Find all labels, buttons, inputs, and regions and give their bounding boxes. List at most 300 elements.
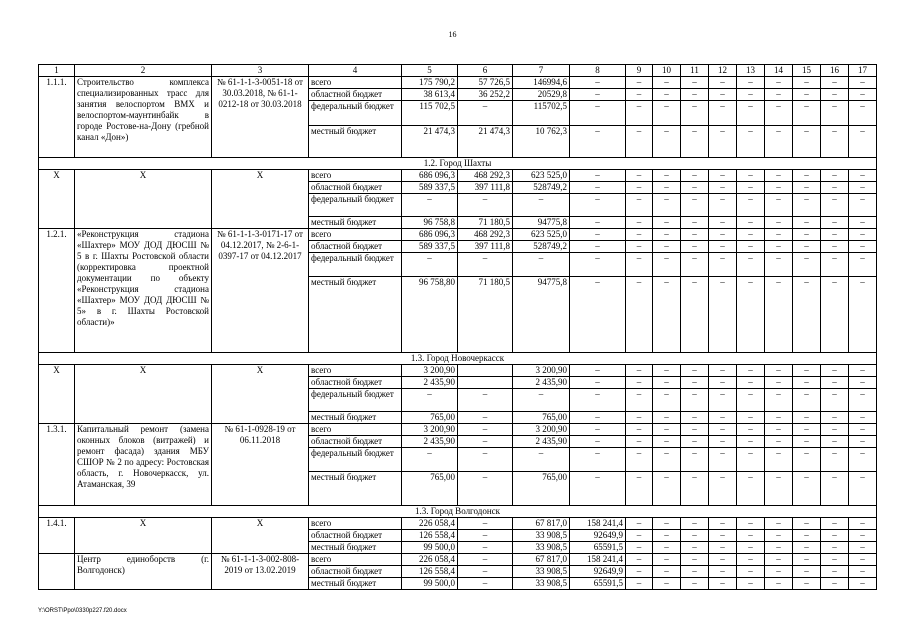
dash-cell: – (737, 554, 765, 566)
dash-cell: – (626, 170, 653, 182)
amount-cell: – (513, 253, 570, 277)
dash-cell: – (821, 530, 849, 542)
dash-cell: – (821, 241, 849, 253)
amount-cell: – (458, 424, 513, 436)
dash-cell: – (709, 170, 737, 182)
dash-cell: – (737, 412, 765, 424)
dash-cell: – (709, 424, 737, 436)
dash-cell: – (821, 277, 849, 353)
amount-cell: – (458, 518, 513, 530)
dash-cell: – (821, 170, 849, 182)
dash-cell: – (765, 424, 793, 436)
dash-cell: – (681, 253, 709, 277)
col-header: 11 (681, 65, 709, 77)
dash-cell: – (849, 277, 877, 353)
budget-source-cell: местный бюджет (309, 277, 402, 353)
dash-cell: – (626, 77, 653, 89)
dash-cell: – (849, 253, 877, 277)
budget-source-cell: всего (309, 77, 402, 89)
dash-cell: – (681, 436, 709, 448)
col-header: 10 (653, 65, 681, 77)
dash-cell: – (821, 182, 849, 194)
dash-cell: – (681, 170, 709, 182)
dash-cell: – (793, 424, 821, 436)
dash-cell: – (737, 253, 765, 277)
dash-cell: – (681, 530, 709, 542)
amount-cell: 94775,8 (513, 277, 570, 353)
dash-cell: – (765, 472, 793, 506)
col-header: 7 (513, 65, 570, 77)
amount-cell: 36 252,2 (458, 89, 513, 101)
dash-cell: – (821, 365, 849, 377)
budget-source-cell: всего (309, 170, 402, 182)
dash-cell: – (709, 277, 737, 353)
amount-cell: 10 762,3 (513, 126, 570, 158)
dash-cell: – (681, 277, 709, 353)
expertise-doc-cell: Х (212, 518, 309, 554)
dash-cell: – (681, 182, 709, 194)
dash-cell: – (849, 182, 877, 194)
dash-cell: – (626, 182, 653, 194)
dash-cell: – (653, 77, 681, 89)
amount-cell: – (513, 194, 570, 217)
dash-cell: – (570, 126, 626, 158)
dash-cell: – (765, 554, 793, 566)
budget-source-cell: федеральный бюджет (309, 194, 402, 217)
dash-cell: – (821, 448, 849, 472)
amount-cell: 765,00 (513, 412, 570, 424)
budget-source-cell: областной бюджет (309, 89, 402, 101)
dash-cell: – (821, 566, 849, 578)
dash-cell: – (681, 554, 709, 566)
amount-cell: 686 096,3 (402, 229, 458, 241)
amount-cell: – (458, 578, 513, 590)
dash-cell: – (653, 217, 681, 229)
amount-cell: 623 525,0 (513, 170, 570, 182)
budget-source-cell: областной бюджет (309, 241, 402, 253)
amount-cell: 765,00 (402, 412, 458, 424)
budget-source-cell: местный бюджет (309, 412, 402, 424)
dash-cell: – (765, 126, 793, 158)
expertise-doc-cell: № 61-1-1-3-0171-17 от 04.12.2017, № 2-6-1-0397-17 от 04.12.2017 (212, 229, 309, 353)
dash-cell: – (626, 229, 653, 241)
dash-cell: – (765, 377, 793, 389)
table-row (39, 554, 877, 566)
dash-cell: – (570, 101, 626, 126)
dash-cell: – (626, 566, 653, 578)
budget-source-cell: областной бюджет (309, 182, 402, 194)
dash-cell: – (849, 126, 877, 158)
dash-cell: – (626, 194, 653, 217)
dash-cell: – (821, 194, 849, 217)
dash-cell: – (793, 365, 821, 377)
dash-cell: – (653, 542, 681, 554)
dash-cell: – (793, 472, 821, 506)
dash-cell: – (626, 448, 653, 472)
amount-cell: – (458, 448, 513, 472)
dash-cell: – (626, 578, 653, 590)
col-header: 5 (402, 65, 458, 77)
dash-cell: – (849, 436, 877, 448)
dash-cell: – (570, 217, 626, 229)
amount-cell: 33 908,5 (513, 530, 570, 542)
dash-cell: – (709, 578, 737, 590)
dash-cell: – (570, 182, 626, 194)
dash-cell: – (681, 412, 709, 424)
dash-cell: – (626, 377, 653, 389)
object-name-cell: Х (75, 518, 212, 554)
dash-cell: – (793, 530, 821, 542)
budget-source-cell: федеральный бюджет (309, 389, 402, 412)
dash-cell: – (709, 217, 737, 229)
budget-source-cell: федеральный бюджет (309, 101, 402, 126)
dash-cell: – (570, 365, 626, 377)
dash-cell: – (765, 389, 793, 412)
dash-cell: – (626, 554, 653, 566)
dash-cell: – (626, 126, 653, 158)
amount-cell: – (402, 194, 458, 217)
dash-cell: – (653, 365, 681, 377)
dash-cell: – (653, 241, 681, 253)
amount-cell: 528749,2 (513, 241, 570, 253)
dash-cell: – (681, 518, 709, 530)
section-title: 1.3. Город Новочеркасск (39, 353, 877, 365)
row-number-cell: 1.1.1. (39, 77, 75, 158)
amount-cell: 92649,9 (570, 566, 626, 578)
dash-cell: – (681, 89, 709, 101)
amount-cell (458, 365, 513, 377)
amount-cell: 3 200,90 (402, 365, 458, 377)
table-row (39, 518, 877, 530)
amount-cell: – (458, 542, 513, 554)
dash-cell: – (737, 77, 765, 89)
col-header: 15 (793, 65, 821, 77)
amount-cell: 686 096,3 (402, 170, 458, 182)
dash-cell: – (653, 530, 681, 542)
dash-cell: – (765, 241, 793, 253)
expertise-doc-cell: Х (212, 365, 309, 424)
expertise-doc-cell: № 61-1-1-3-002-808-2019 от 13.02.2019 (212, 554, 309, 590)
dash-cell: – (709, 472, 737, 506)
dash-cell: – (821, 518, 849, 530)
col-header: 13 (737, 65, 765, 77)
amount-cell: – (458, 530, 513, 542)
amount-cell: 115 702,5 (402, 101, 458, 126)
col-header: 14 (765, 65, 793, 77)
col-header: 17 (849, 65, 877, 77)
amount-cell: 226 058,4 (402, 554, 458, 566)
dash-cell: – (737, 530, 765, 542)
amount-cell: 468 292,3 (458, 229, 513, 241)
row-number-cell: 1.4.1. (39, 518, 75, 554)
dash-cell: – (821, 472, 849, 506)
dash-cell: – (821, 101, 849, 126)
dash-cell: – (849, 377, 877, 389)
amount-cell: 765,00 (513, 472, 570, 506)
amount-cell: 589 337,5 (402, 182, 458, 194)
dash-cell: – (737, 424, 765, 436)
table-row (39, 229, 877, 241)
dash-cell: – (821, 436, 849, 448)
object-name-cell: Строительство комплекса специализированных трасс для занятия велоспортом ВМХ и велоспортом-маунтинбайк в городе Ростове-на-Дону (гребной канал «Дон») (75, 77, 212, 158)
col-header: 3 (212, 65, 309, 77)
amount-cell: – (402, 389, 458, 412)
dash-cell: – (821, 217, 849, 229)
dash-cell: – (653, 518, 681, 530)
dash-cell: – (737, 472, 765, 506)
dash-cell: – (849, 448, 877, 472)
object-name-cell: Х (75, 365, 212, 424)
amount-cell: 623 525,0 (513, 229, 570, 241)
dash-cell: – (793, 182, 821, 194)
dash-cell: – (821, 126, 849, 158)
dash-cell: – (570, 253, 626, 277)
dash-cell: – (849, 365, 877, 377)
amount-cell: 397 111,8 (458, 241, 513, 253)
dash-cell: – (653, 253, 681, 277)
dash-cell: – (849, 542, 877, 554)
column-number-header-row (39, 65, 877, 77)
dash-cell: – (626, 365, 653, 377)
dash-cell: – (570, 89, 626, 101)
dash-cell: – (793, 436, 821, 448)
amount-cell: 158 241,4 (570, 554, 626, 566)
budget-source-cell: областной бюджет (309, 436, 402, 448)
amount-cell: 92649,9 (570, 530, 626, 542)
dash-cell: – (765, 436, 793, 448)
budget-source-cell: областной бюджет (309, 530, 402, 542)
dash-cell: – (709, 241, 737, 253)
dash-cell: – (626, 253, 653, 277)
dash-cell: – (681, 77, 709, 89)
col-header: 6 (458, 65, 513, 77)
dash-cell: – (626, 389, 653, 412)
amount-cell: 126 558,4 (402, 566, 458, 578)
dash-cell: – (793, 229, 821, 241)
dash-cell: – (737, 182, 765, 194)
dash-cell: – (737, 566, 765, 578)
dash-cell: – (653, 89, 681, 101)
section-header-row (39, 158, 877, 170)
dash-cell: – (821, 77, 849, 89)
section-title: 1.2. Город Шахты (39, 158, 877, 170)
dash-cell: – (626, 530, 653, 542)
row-number-cell: Х (39, 365, 75, 424)
dash-cell: – (681, 365, 709, 377)
amount-cell (458, 377, 513, 389)
dash-cell: – (681, 389, 709, 412)
dash-cell: – (570, 170, 626, 182)
amount-cell: 38 613,4 (402, 89, 458, 101)
dash-cell: – (737, 518, 765, 530)
dash-cell: – (793, 241, 821, 253)
dash-cell: – (849, 194, 877, 217)
funding-table (38, 64, 877, 590)
dash-cell: – (793, 277, 821, 353)
budget-source-cell: всего (309, 424, 402, 436)
amount-cell: 65591,5 (570, 542, 626, 554)
dash-cell: – (821, 377, 849, 389)
amount-cell: 528749,2 (513, 182, 570, 194)
dash-cell: – (737, 126, 765, 158)
amount-cell: 33 908,5 (513, 578, 570, 590)
amount-cell: 99 500,0 (402, 578, 458, 590)
dash-cell: – (626, 89, 653, 101)
dash-cell: – (821, 542, 849, 554)
dash-cell: – (765, 277, 793, 353)
dash-cell: – (849, 217, 877, 229)
dash-cell: – (821, 229, 849, 241)
dash-cell: – (849, 229, 877, 241)
dash-cell: – (737, 436, 765, 448)
dash-cell: – (765, 365, 793, 377)
dash-cell: – (765, 194, 793, 217)
dash-cell: – (653, 436, 681, 448)
amount-cell: 71 180,5 (458, 277, 513, 353)
dash-cell: – (626, 542, 653, 554)
dash-cell: – (570, 229, 626, 241)
row-number-cell: 1.2.1. (39, 229, 75, 353)
dash-cell: – (821, 89, 849, 101)
dash-cell: – (570, 277, 626, 353)
dash-cell: – (849, 89, 877, 101)
dash-cell: – (570, 377, 626, 389)
amount-cell: 33 908,5 (513, 542, 570, 554)
amount-cell: 96 758,8 (402, 217, 458, 229)
object-name-cell: Центр единоборств (г. Волгодонск) (75, 554, 212, 590)
dash-cell: – (681, 578, 709, 590)
dash-cell: – (821, 424, 849, 436)
budget-source-cell: областной бюджет (309, 566, 402, 578)
table-row (39, 170, 877, 182)
amount-cell: 397 111,8 (458, 182, 513, 194)
dash-cell: – (626, 101, 653, 126)
dash-cell: – (570, 194, 626, 217)
dash-cell: – (765, 101, 793, 126)
dash-cell: – (737, 101, 765, 126)
amount-cell: – (458, 194, 513, 217)
amount-cell: – (458, 253, 513, 277)
dash-cell: – (653, 182, 681, 194)
dash-cell: – (765, 77, 793, 89)
dash-cell: – (709, 448, 737, 472)
dash-cell: – (765, 518, 793, 530)
dash-cell: – (765, 217, 793, 229)
col-header: 16 (821, 65, 849, 77)
dash-cell: – (653, 170, 681, 182)
dash-cell: – (653, 424, 681, 436)
amount-cell: 3 200,90 (513, 365, 570, 377)
dash-cell: – (570, 241, 626, 253)
dash-cell: – (793, 389, 821, 412)
dash-cell: – (681, 101, 709, 126)
dash-cell: – (653, 554, 681, 566)
amount-cell: – (458, 472, 513, 506)
object-name-cell: Х (75, 170, 212, 229)
dash-cell: – (793, 554, 821, 566)
object-name-cell: Капитальный ремонт (замена оконных блоков (витражей) и ремонт фасада) здания МБУ СШОР № 2 по адресу: Ростовская область, г. Новочеркасск, ул. Атаманская, 39 (75, 424, 212, 506)
dash-cell: – (653, 412, 681, 424)
amount-cell: 3 200,90 (402, 424, 458, 436)
amount-cell: 2 435,90 (402, 377, 458, 389)
dash-cell: – (681, 217, 709, 229)
dash-cell: – (709, 253, 737, 277)
dash-cell: – (570, 412, 626, 424)
expertise-doc-cell: Х (212, 170, 309, 229)
dash-cell: – (737, 229, 765, 241)
amount-cell: 2 435,90 (402, 436, 458, 448)
dash-cell: – (709, 229, 737, 241)
dash-cell: – (681, 448, 709, 472)
col-header: 9 (626, 65, 653, 77)
dash-cell: – (793, 566, 821, 578)
amount-cell: 57 726,5 (458, 77, 513, 89)
dash-cell: – (653, 448, 681, 472)
amount-cell: – (458, 389, 513, 412)
col-header: 4 (309, 65, 402, 77)
dash-cell: – (709, 554, 737, 566)
dash-cell: – (709, 126, 737, 158)
dash-cell: – (653, 194, 681, 217)
budget-source-cell: всего (309, 365, 402, 377)
section-header-row (39, 506, 877, 518)
amount-cell: – (458, 436, 513, 448)
dash-cell: – (849, 241, 877, 253)
table-row (39, 77, 877, 89)
dash-cell: – (821, 554, 849, 566)
dash-cell: – (626, 277, 653, 353)
dash-cell: – (570, 436, 626, 448)
col-header: 1 (39, 65, 75, 77)
dash-cell: – (570, 448, 626, 472)
amount-cell: – (402, 253, 458, 277)
dash-cell: – (709, 89, 737, 101)
col-header: 12 (709, 65, 737, 77)
budget-source-cell: всего (309, 229, 402, 241)
dash-cell: – (626, 436, 653, 448)
amount-cell: 65591,5 (570, 578, 626, 590)
dash-cell: – (681, 241, 709, 253)
dash-cell: – (793, 194, 821, 217)
col-header: 2 (75, 65, 212, 77)
dash-cell: – (737, 241, 765, 253)
dash-cell: – (765, 229, 793, 241)
expertise-doc-cell: № 61-1-1-3-0051-18 от 30.03.2018, № 61-1-0212-18 от 30.03.2018 (212, 77, 309, 158)
dash-cell: – (793, 448, 821, 472)
dash-cell: – (681, 229, 709, 241)
amount-cell: 146994,6 (513, 77, 570, 89)
dash-cell: – (681, 194, 709, 217)
dash-cell: – (653, 472, 681, 506)
dash-cell: – (849, 530, 877, 542)
amount-cell: – (513, 448, 570, 472)
dash-cell: – (849, 170, 877, 182)
dash-cell: – (681, 424, 709, 436)
row-number-cell: 1.3.1. (39, 424, 75, 506)
amount-cell: 115702,5 (513, 101, 570, 126)
dash-cell: – (626, 472, 653, 506)
amount-cell: 765,00 (402, 472, 458, 506)
budget-source-cell: областной бюджет (309, 377, 402, 389)
dash-cell: – (737, 365, 765, 377)
dash-cell: – (737, 194, 765, 217)
dash-cell: – (681, 377, 709, 389)
dash-cell: – (793, 542, 821, 554)
dash-cell: – (681, 126, 709, 158)
dash-cell: – (793, 89, 821, 101)
dash-cell: – (821, 389, 849, 412)
amount-cell: 589 337,5 (402, 241, 458, 253)
